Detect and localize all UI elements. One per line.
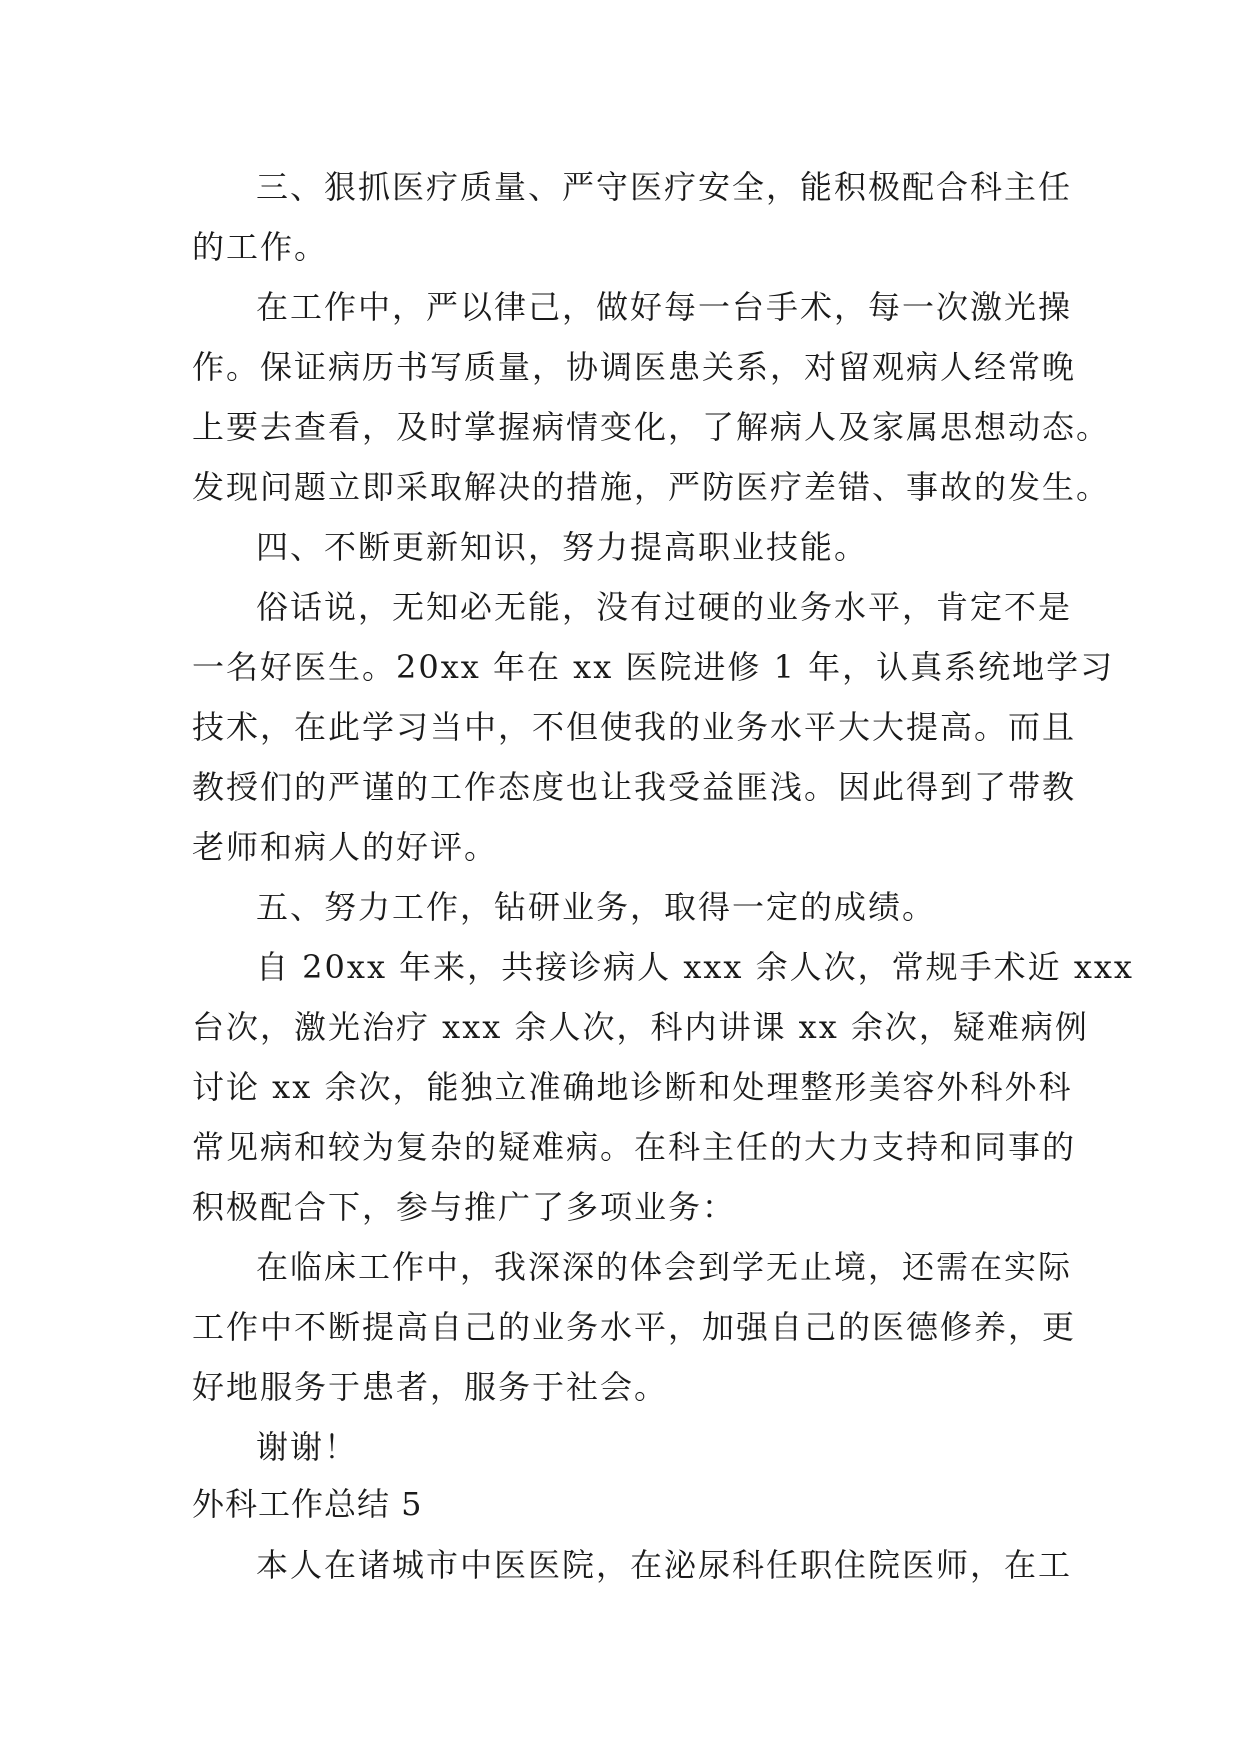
paragraph-line: 教授们的严谨的工作态度也让我受益匪浅。因此得到了带教 — [192, 768, 1077, 806]
document-title: 外科工作总结 5 — [192, 1485, 423, 1523]
paragraph-line: 一名好医生。20xx 年在 xx 医院进修 1 年，认真系统地学习 — [192, 648, 1115, 686]
paragraph-line: 讨论 xx 余次，能独立准确地诊断和处理整形美容外科外科 — [192, 1068, 1073, 1106]
paragraph-line: 好地服务于患者，服务于社会。 — [192, 1368, 669, 1406]
paragraph-line: 三、狠抓医疗质量、严守医疗安全，能积极配合科主任 — [256, 168, 1073, 206]
section-heading: 五、努力工作，钻研业务，取得一定的成绩。 — [256, 888, 937, 926]
paragraph-line: 俗话说，无知必无能，没有过硬的业务水平，肯定不是 — [256, 588, 1073, 626]
paragraph-line: 上要去查看，及时掌握病情变化，了解病人及家属思想动态。 — [192, 408, 1111, 446]
paragraph-line: 自 20xx 年来，共接诊病人 xxx 余人次，常规手术近 xxx — [256, 948, 1134, 986]
paragraph-line: 台次，激光治疗 xxx 余人次，科内讲课 xx 余次，疑难病例 — [192, 1008, 1089, 1046]
paragraph-line: 在临床工作中，我深深的体会到学无止境，还需在实际 — [256, 1248, 1073, 1286]
section-heading: 四、不断更新知识，努力提高职业技能。 — [256, 528, 869, 566]
paragraph-line: 工作中不断提高自己的业务水平，加强自己的医德修养，更 — [192, 1308, 1077, 1346]
paragraph-line: 技术，在此学习当中，不但使我的业务水平大大提高。而且 — [192, 708, 1077, 746]
paragraph-line: 本人在诸城市中医医院，在泌尿科任职住院医师，在工 — [256, 1546, 1073, 1584]
paragraph-line: 老师和病人的好评。 — [192, 828, 499, 866]
paragraph-line: 积极配合下，参与推广了多项业务： — [192, 1188, 737, 1226]
paragraph-line: 的工作。 — [192, 228, 329, 266]
paragraph-line: 在工作中，严以律己，做好每一台手术，每一次激光操 — [256, 288, 1073, 326]
paragraph-line: 常见病和较为复杂的疑难病。在科主任的大力支持和同事的 — [192, 1128, 1077, 1166]
paragraph-line: 发现问题立即采取解决的措施，严防医疗差错、事故的发生。 — [192, 468, 1111, 506]
paragraph-line: 作。保证病历书写质量，协调医患关系，对留观病人经常晚 — [192, 348, 1077, 386]
closing-line: 谢谢！ — [256, 1428, 359, 1466]
